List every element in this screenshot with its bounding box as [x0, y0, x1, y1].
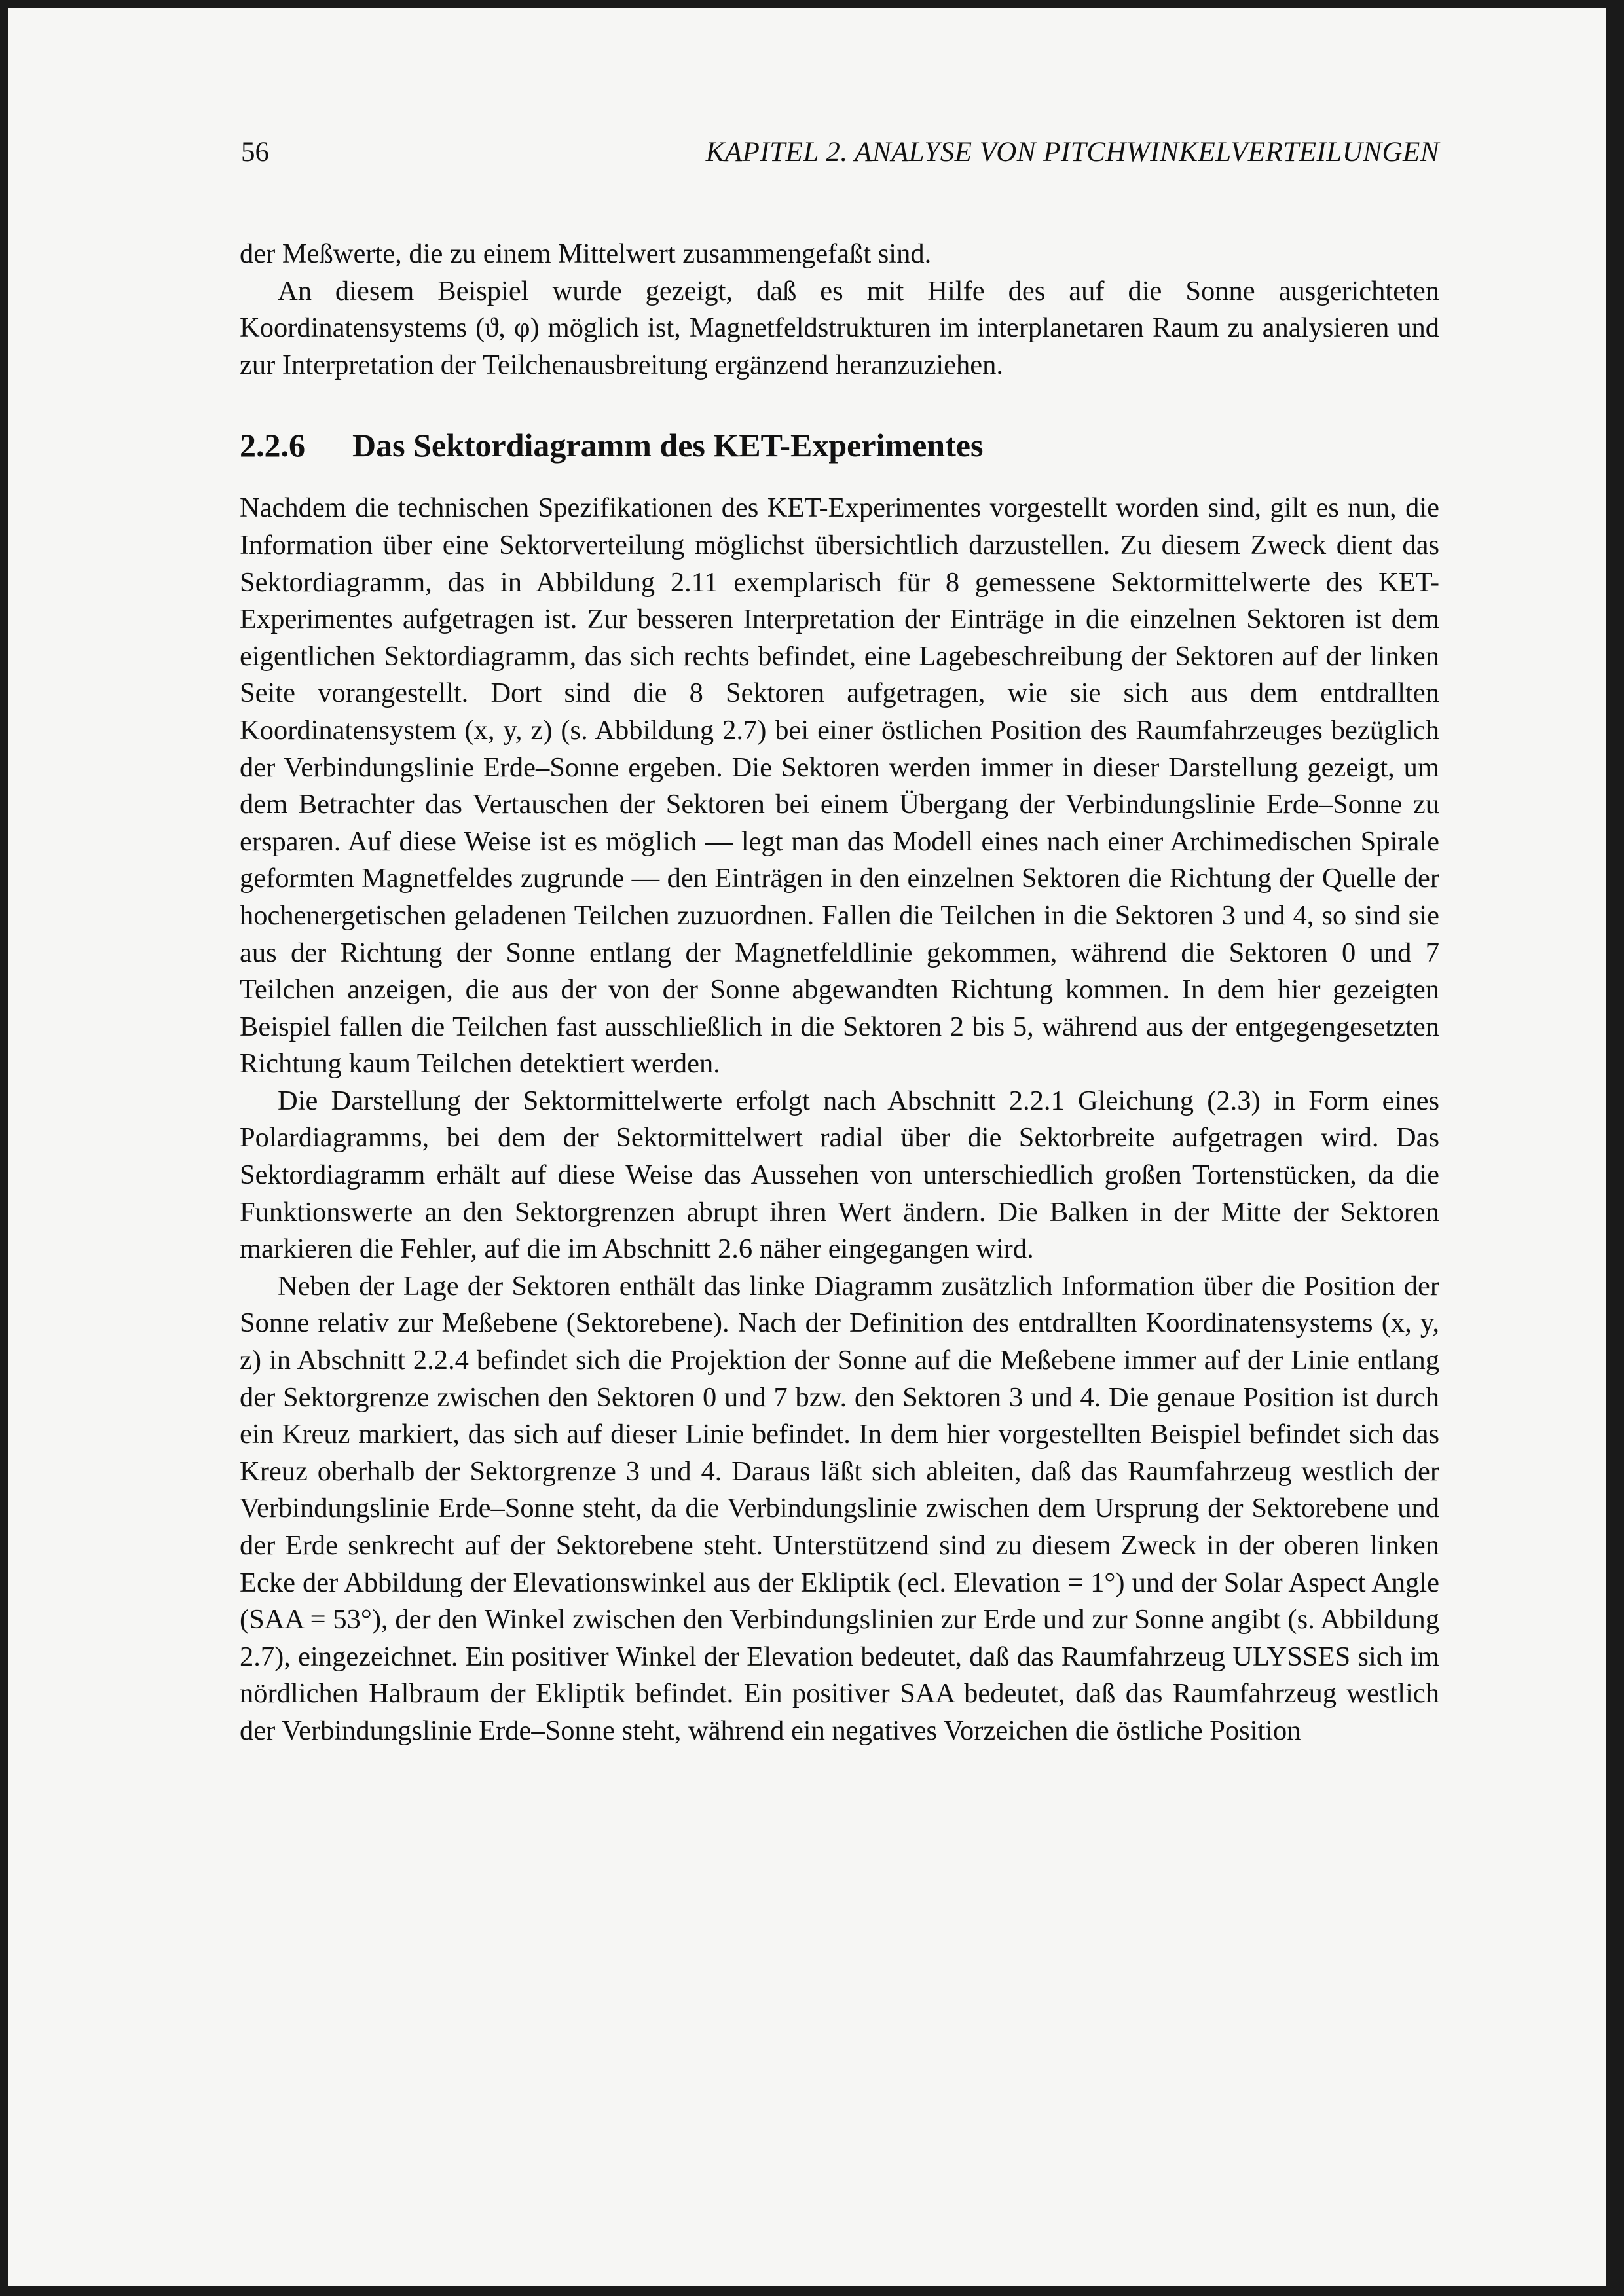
running-head: KAPITEL 2. ANALYSE VON PITCHWINKELVERTEILUNGEN	[705, 137, 1439, 168]
paragraph: Neben der Lage der Sektoren enthält das linke Diagramm zusätzlich Information über die Position der Sonne relativ zur Meßebene (Sektorebene). Nach der Definition des entdrallten Koordinatensystems (x, y, z) in Abschnitt 2.2.4 befindet sich die Projektion der Sonne auf die Meßebene immer auf der Linie entlang der Sektorgrenze zwischen den Sektoren 0 und 7 bzw. den Sektoren 3 und 4. Die genaue Position ist durch ein Kreuz markiert, das sich auf dieser Linie befindet. In dem hier vorgestellten Beispiel befindet sich das Kreuz oberhalb der Sektorgrenze 3 und 4. Daraus läßt sich ableiten, daß das Raumfahrzeug westlich der Verbindungslinie Erde–Sonne steht, da die Verbindungslinie zwischen dem Ursprung der Sektorebene und der Erde senkrecht auf der Sektorebene steht. Unterstützend sind zu diesem Zweck in der oberen linken Ecke der Abbildung der Elevationswinkel aus der Ekliptik (ecl. Elevation = 1°) und der Solar Aspect Angle (SAA = 53°), der den Winkel zwischen den Verbindungslinien zur Erde und zur Sonne angibt (s. Abbildung 2.7), eingezeichnet. Ein positiver Winkel der Elevation bedeutet, daß das Raumfahrzeug ULYSSES sich im nördlichen Halbraum der Ekliptik befindet. Ein positiver SAA bedeutet, daß das Raumfahrzeug westlich der Verbindungslinie Erde–Sonne steht, während ein negatives Vorzeichen die östliche Position	[240, 1270, 1439, 1746]
paragraph-continued: der Meßwerte, die zu einem Mittelwert zusammengefaßt sind.	[240, 238, 932, 269]
paragraph: Die Darstellung der Sektormittelwerte erfolgt nach Abschnitt 2.2.1 Gleichung (2.3) in Form eines Polardiagramms, bei dem der Sektormittelwert radial über die Sektorbreite aufgetragen wird. Das Sektordiagramm erhält auf diese Weise das Aussehen von unterschiedlich großen Tortenstücken, da die Funktionswerte an den Sektorgrenzen abrupt ihren Wert ändern. Die Balken in der Mitte der Sektoren markieren die Fehler, auf die im Abschnitt 2.6 näher eingegangen wird.	[240, 1085, 1439, 1265]
section-number: 2.2.6	[240, 427, 305, 464]
page	[8, 8, 1606, 2286]
section-heading	[240, 426, 1439, 465]
paragraph: Nachdem die technischen Spezifikationen des KET-Experimentes vorgestellt worden sind, gilt es nun, die Information über eine Sektorverteilung möglichst übersichtlich darzustellen. Zu diesem Zweck dient das Sektordiagramm, das in Abbildung 2.11 exemplarisch für 8 gemessene Sektormittelwerte des KET-Experimentes aufgetragen ist. Zur besseren Interpretation der Einträge in die einzelnen Sektoren ist dem eigentlichen Sektordiagramm, das sich rechts befindet, eine Lagebeschreibung der Sektoren auf der linken Seite vorangestellt. Dort sind die 8 Sektoren aufgetragen, wie sie sich aus dem entdrallten Koordinatensystem (x, y, z) (s. Abbildung 2.7) bei einer östlichen Position des Raumfahrzeuges bezüglich der Verbindungslinie Erde–Sonne ergeben. Die Sektoren werden immer in dieser Darstellung gezeigt, um dem Betrachter das Vertauschen der Sektoren bei einem Übergang der Verbindungslinie Erde–Sonne zu ersparen. Auf diese Weise ist es möglich — legt man das Modell eines nach einer Archimedischen Spirale geformten Magnetfeldes zugrunde — den Einträgen in den einzelnen Sektoren die Richtung der Quelle der hochenergetischen geladenen Teilchen zuzuordnen. Fallen die Teilchen in die Sektoren 3 und 4, so sind sie aus der Richtung der Sonne entlang der Magnetfeldlinie gekommen, während die Sektoren 0 und 7 Teilchen anzeigen, die aus der von der Sonne abgewandten Richtung kommen. In dem hier gezeigten Beispiel fallen die Teilchen fast ausschließlich in die Sektoren 2 bis 5, während aus der entgegengesetzten Richtung kaum Teilchen detektiert werden.	[240, 492, 1439, 1080]
section-title: Das Sektordiagramm des KET-Experimentes	[352, 427, 984, 464]
body-text	[240, 236, 1439, 1750]
paragraph: An diesem Beispiel wurde gezeigt, daß es mit Hilfe des auf die Sonne ausgerichteten Koordinatensystems (ϑ, φ) möglich ist, Magnetfeldstrukturen im interplanetaren Raum zu analysieren und zur Interpretation der Teilchenausbreitung ergänzend heranzuziehen.	[240, 275, 1439, 380]
page-header	[241, 136, 1439, 182]
page-number: 56	[241, 137, 269, 168]
